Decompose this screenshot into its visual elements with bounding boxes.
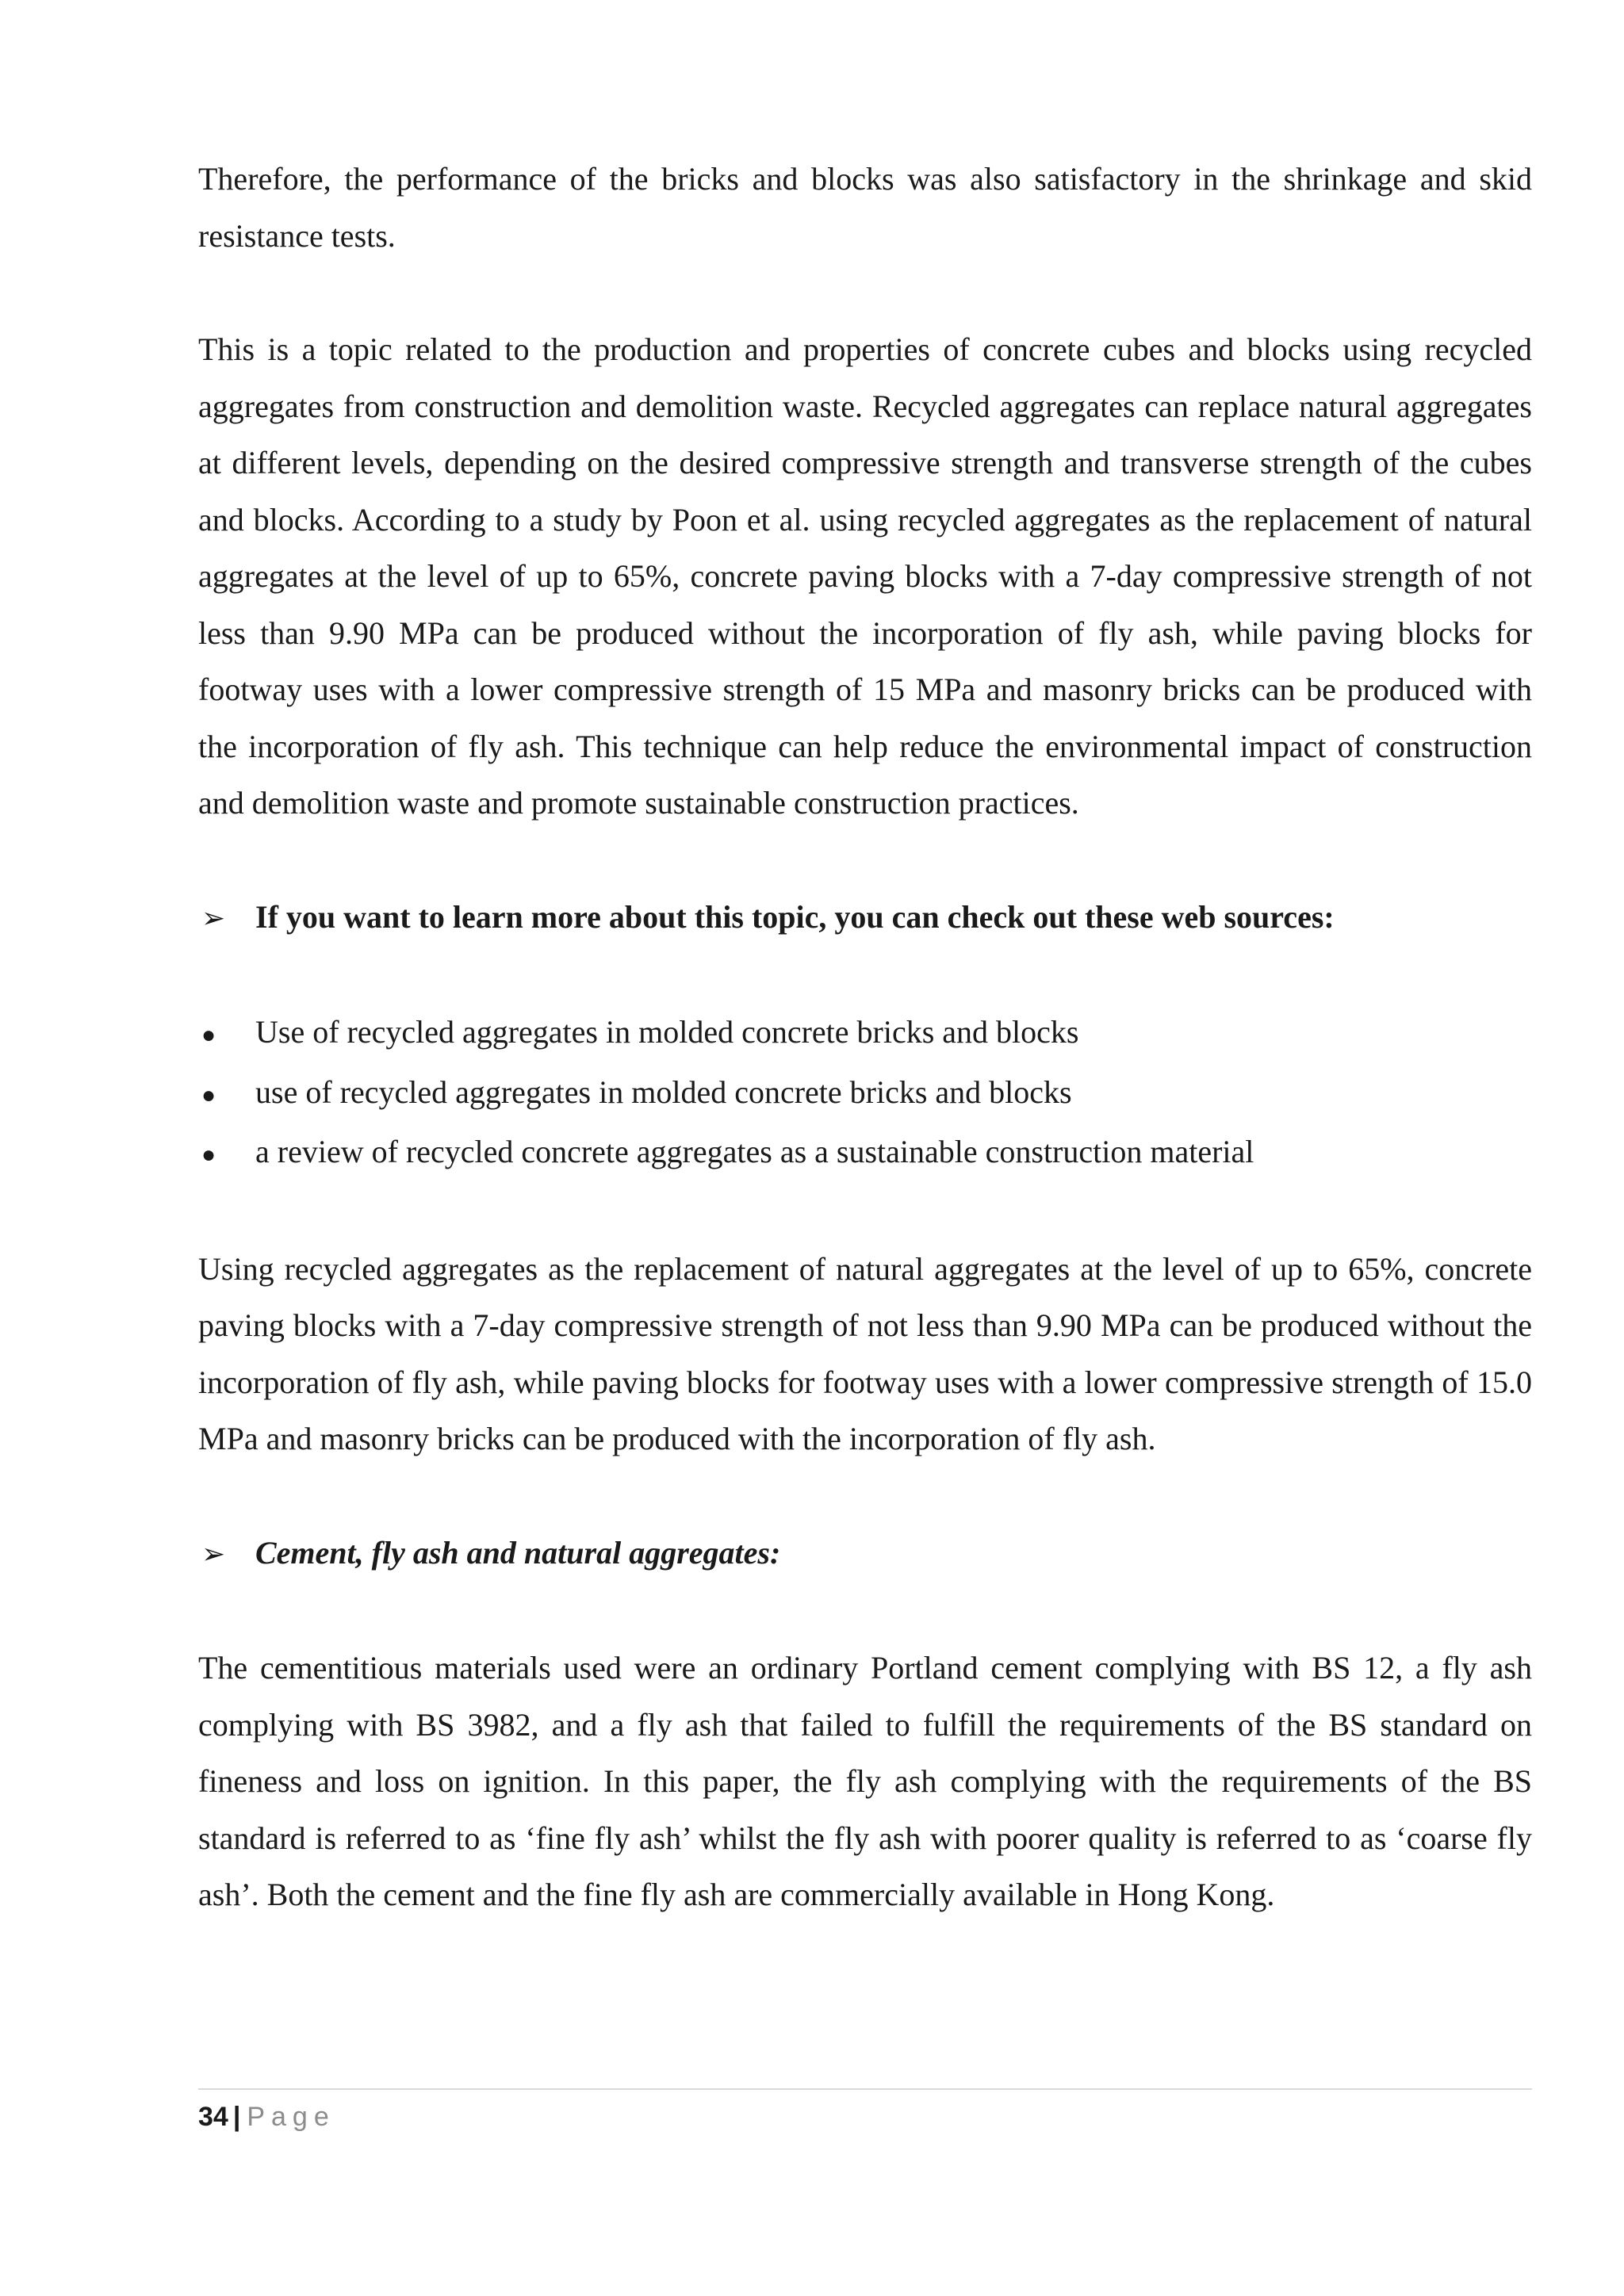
- page-label: Page: [247, 2102, 335, 2132]
- list-item-text: a review of recycled concrete aggregates as a sustainable construction material: [255, 1134, 1254, 1169]
- document-body: [198, 151, 1532, 1923]
- arrow-bullet-icon: ➢: [201, 1537, 226, 1570]
- page-footer: [198, 2088, 1532, 2136]
- list-item: [198, 1064, 1532, 1124]
- web-sources-list: [198, 1004, 1532, 1184]
- heading-web-sources: [198, 889, 1532, 947]
- footer-separator: |: [232, 2102, 241, 2132]
- bullet-icon: ●: [201, 1081, 216, 1108]
- list-item: [198, 1123, 1532, 1184]
- heading-cement-fly-ash-text: Cement, fly ash and natural aggregates:: [255, 1534, 781, 1571]
- paragraph-shrinkage-conclusion: Therefore, the performance of the bricks and blocks was also satisfactory in the shrinkage and skid resistance tests.: [198, 161, 1532, 254]
- paragraph-topic-overview: This is a topic related to the production and properties of concrete cubes and blocks using recycled aggregates from construction and demolition waste. Recycled aggregates can replace natural aggregates at different levels, depending on the desired compressive strength and transverse strength of the cubes and blocks. According to a study by Poon et al. using recycled aggregates as the replacement of natural aggregates at the level of up to 65%, concrete paving blocks with a 7-day compressive strength of not less than 9.90 MPa can be produced without the incorporation of fly ash, while paving blocks for footway uses with a lower compressive strength of 15 MPa and masonry bricks can be produced with the incorporation of fly ash. This technique can help reduce the environmental impact of construction and demolition waste and promote sustainable construction practices.: [198, 331, 1532, 821]
- arrow-bullet-icon: ➢: [201, 901, 226, 934]
- list-item-text: use of recycled aggregates in molded concrete bricks and blocks: [255, 1073, 1072, 1110]
- list-item-text: Use of recycled aggregates in molded concrete bricks and blocks: [255, 1014, 1079, 1050]
- paragraph-cementitious-materials: The cementitious materials used were an ordinary Portland cement complying with BS 12, a fly ash complying with BS 3982, and a fly ash that failed to fulfill the requirements of the BS standard on fineness and loss on ignition. In this paper, the fly ash complying with the requirements of the BS standard is referred to as ‘fine fly ash’ whilst the fly ash with poorer quality is referred to as ‘coarse fly ash’. Both the cement and the fine fly ash are commercially available in Hong Kong.: [198, 1650, 1532, 1912]
- heading-web-sources-text: If you want to learn more about this topic, you can check out these web sources:: [255, 898, 1335, 935]
- bullet-icon: ●: [201, 1022, 216, 1048]
- paragraph-recycled-summary: Using recycled aggregates as the replacement of natural aggregates at the level of up to 65%, concrete paving blocks with a 7-day compressive strength of not less than 9.90 MPa can be produced without the incorporation of fly ash, while paving blocks for footway uses with a lower compressive strength of 15.0 MPa and masonry bricks can be produced with the incorporation of fly ash.: [198, 1250, 1532, 1456]
- page-number: 34: [198, 2102, 228, 2132]
- bullet-icon: ●: [201, 1142, 216, 1168]
- heading-cement-fly-ash: [198, 1525, 1532, 1583]
- list-item: [198, 1004, 1532, 1064]
